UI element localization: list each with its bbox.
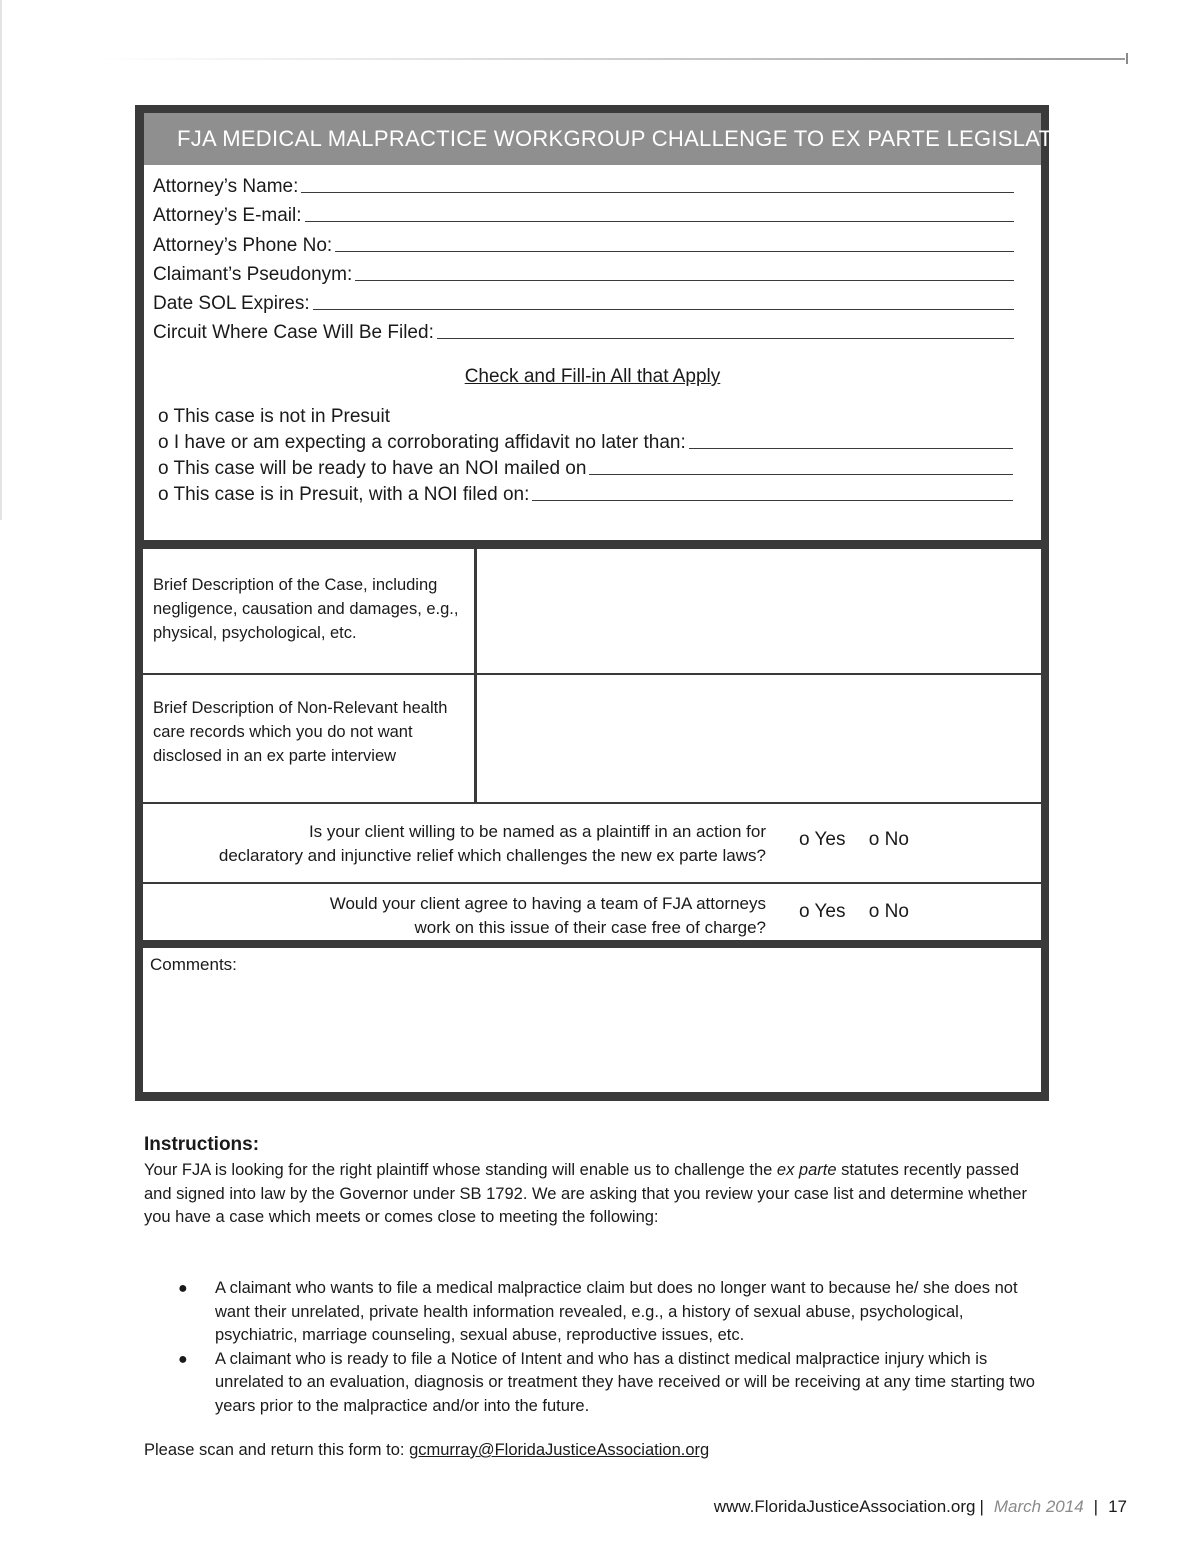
bullet-icon: ● [178, 1280, 188, 1297]
return-text: Please scan and return this form to: [144, 1441, 410, 1459]
non-relevant-records-input[interactable] [477, 675, 1041, 802]
check-in-presuit[interactable] [158, 480, 1013, 506]
check-label: o This case is not in Presuit [158, 406, 390, 427]
question-line: Is your client willing to be named as a plaintiff in an action for [308, 822, 766, 841]
question-line: declaratory and injunctive relief which challenges the new ex parte laws? [218, 846, 766, 865]
instructions-heading: Instructions: [144, 1134, 260, 1155]
check-label: o This case is in Presuit, with a NOI filed on: [158, 484, 530, 505]
check-heading-text: Check and Fill-in All that Apply [464, 366, 721, 387]
instructions-text: statutes recently passed and signed into law by the Governor under SB 1792. We are asking that you review your case list and determine whether you have a case which meets or comes close to meeting the following: [144, 1161, 1027, 1226]
yes-option[interactable]: o Yes [799, 829, 846, 850]
instructions-body [144, 1159, 1044, 1230]
field-label: Claimant’s Pseudonym: [153, 264, 353, 285]
page-number: 17 [1108, 1497, 1127, 1516]
attorney-email-field[interactable] [153, 201, 1014, 227]
check-not-presuit[interactable] [158, 402, 1013, 428]
row-divider [143, 882, 1041, 884]
fill-in-line[interactable] [689, 448, 1013, 449]
footer-separator: | [979, 1497, 984, 1516]
fill-in-line[interactable] [305, 221, 1014, 222]
circuit-field[interactable] [153, 318, 1014, 344]
field-label: Date SOL Expires: [153, 293, 310, 314]
comments-label: Comments: [150, 955, 237, 974]
field-label: Attorney’s E-mail: [153, 205, 302, 226]
attorney-name-field[interactable] [153, 172, 1014, 198]
check-heading [144, 366, 1041, 388]
fill-in-line[interactable] [532, 500, 1013, 501]
field-label: Attorney’s Name: [153, 176, 299, 197]
footer-separator: | [1093, 1497, 1099, 1516]
fja-team-question [160, 892, 766, 940]
instructions-italic: ex parte [776, 1161, 837, 1179]
fill-in-line[interactable] [335, 251, 1014, 252]
attorney-phone-field[interactable] [153, 231, 1014, 257]
case-description-input[interactable] [477, 549, 1041, 673]
check-label: o This case will be ready to have an NOI mailed on [158, 458, 587, 479]
question-line: Would your client agree to having a team of FJA attorneys [329, 894, 766, 913]
page-footer [714, 1497, 1127, 1517]
row-divider [143, 802, 1041, 804]
form-title: FJA MEDICAL MALPRACTICE WORKGROUP CHALLENGE TO EX PARTE LEGISLATION [144, 113, 1041, 165]
return-email-link[interactable]: gcmurray@FloridaJusticeAssociation.org [409, 1441, 710, 1459]
header-rule-tick [1126, 53, 1128, 64]
header-rule [95, 58, 1125, 60]
fill-in-line[interactable] [437, 338, 1014, 339]
list-item-text: A claimant who wants to file a medical malpractice claim but does no longer want to because he/ she does not want their unrelated, private health information revealed, e.g., a history of sexual abuse, psychological, psychiatric, marriage counseling, sexual abuse, reproductive issues, etc. [215, 1279, 1018, 1344]
footer-date: March 2014 [993, 1497, 1084, 1516]
yes-option[interactable]: o Yes [799, 901, 846, 922]
field-label: Attorney’s Phone No: [153, 235, 333, 256]
list-item-text: A claimant who is ready to file a Notice of Intent and who has a distinct medical malpractice injury which is unrelated to an evaluation, diagnosis or treatment they have received or will be receiving at any time starting two years prior to the malpractice and/or into the future. [215, 1349, 1035, 1415]
fill-in-line[interactable] [301, 192, 1014, 193]
check-affidavit[interactable] [158, 428, 1013, 454]
page-edge-shadow [0, 0, 2, 520]
case-description-label: Brief Description of the Case, including negligence, causation and damages, e.g., physical, psychological, etc. [153, 576, 459, 642]
field-label: Circuit Where Case Will Be Filed: [153, 322, 434, 343]
instructions-text: Your FJA is looking for the right plaintiff whose standing will enable us to challenge the [144, 1161, 777, 1179]
return-instructions [144, 1441, 709, 1460]
comments-panel[interactable] [143, 948, 1041, 1092]
fill-in-line[interactable] [313, 309, 1014, 310]
non-relevant-records-label: Brief Description of Non-Relevant health care records which you do not want disclosed in an ex parte interview [153, 699, 448, 765]
plaintiff-answer [799, 829, 909, 851]
claimant-pseudonym-field[interactable] [153, 260, 1014, 286]
no-option[interactable]: o No [868, 829, 909, 850]
fill-in-line[interactable] [355, 280, 1014, 281]
question-line: work on this issue of their case free of charge? [414, 918, 766, 937]
check-label: o I have or am expecting a corroborating affidavit no later than: [158, 432, 686, 453]
plaintiff-question [160, 820, 766, 868]
check-noi-ready[interactable] [158, 454, 1013, 480]
no-option[interactable]: o No [868, 901, 909, 922]
fja-team-answer [799, 901, 909, 923]
sol-date-field[interactable] [153, 289, 1014, 315]
list-item [178, 1277, 1038, 1348]
list-item [178, 1348, 1038, 1419]
fill-in-line[interactable] [589, 474, 1013, 475]
criteria-list [178, 1277, 1038, 1418]
footer-website[interactable]: www.FloridaJusticeAssociation.org [713, 1497, 976, 1516]
bullet-icon: ● [178, 1350, 188, 1368]
